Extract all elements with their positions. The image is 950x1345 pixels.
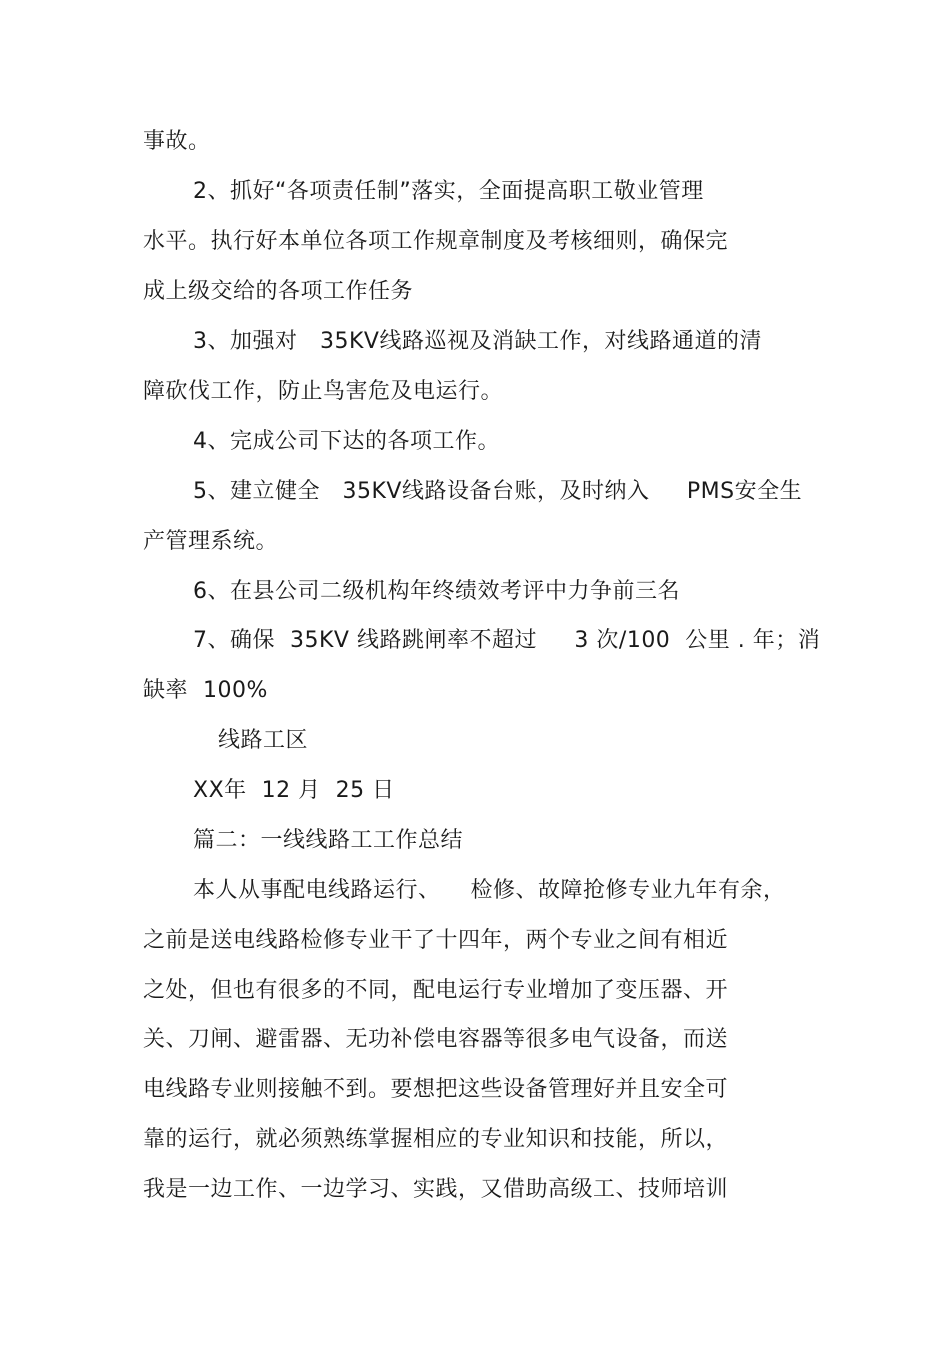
text-line: 5、建立健全 35KV线路设备台账，及时纳入 PMS安全生 xyxy=(193,479,803,504)
text-line: 4、完成公司下达的各项工作。 xyxy=(193,429,500,454)
text-line: 产管理系统。 xyxy=(143,529,279,554)
text-line: 事故。 xyxy=(143,129,211,154)
text-line: 3、加强对 35KV线路巡视及消缺工作，对线路通道的清 xyxy=(193,329,762,354)
text-line: 2、抓好“各项责任制”落实，全面提高职工敬业管理 xyxy=(193,179,704,204)
text-line: 本人从事配电线路运行、 检修、故障抢修专业九年有余， xyxy=(193,878,786,903)
signature-date: XX年 12 月 25 日 xyxy=(193,778,395,803)
text-line: 7、确保 35KV 线路跳闸率不超过 3 次/100 公里 . 年；消 xyxy=(193,628,821,653)
text-line: 我是一边工作、一边学习、实践，又借助高级工、技师培训 xyxy=(143,1177,729,1202)
text-line: 水平。执行好本单位各项工作规章制度及考核细则，确保完 xyxy=(143,229,729,254)
signature-department: 线路工区 xyxy=(218,728,309,753)
text-line: 6、在县公司二级机构年终绩效考评中力争前三名 xyxy=(193,579,680,604)
text-line: 之处，但也有很多的不同，配电运行专业增加了变压器、开 xyxy=(143,978,729,1003)
text-line: 关、刀闸、避雷器、无功补偿电容器等很多电气设备，而送 xyxy=(143,1027,729,1052)
text-line: 成上级交给的各项工作任务 xyxy=(143,279,414,304)
text-line: 缺率 100% xyxy=(143,678,268,703)
text-line: 电线路专业则接触不到。要想把这些设备管理好并且安全可 xyxy=(143,1077,729,1102)
text-line: 之前是送电线路检修专业干了十四年，两个专业之间有相近 xyxy=(143,928,729,953)
section-heading: 篇二：一线线路工工作总结 xyxy=(193,828,464,853)
text-line: 障砍伐工作，防止鸟害危及电运行。 xyxy=(143,379,504,404)
text-line: 靠的运行，就必须熟练掌握相应的专业知识和技能，所以， xyxy=(143,1127,729,1152)
